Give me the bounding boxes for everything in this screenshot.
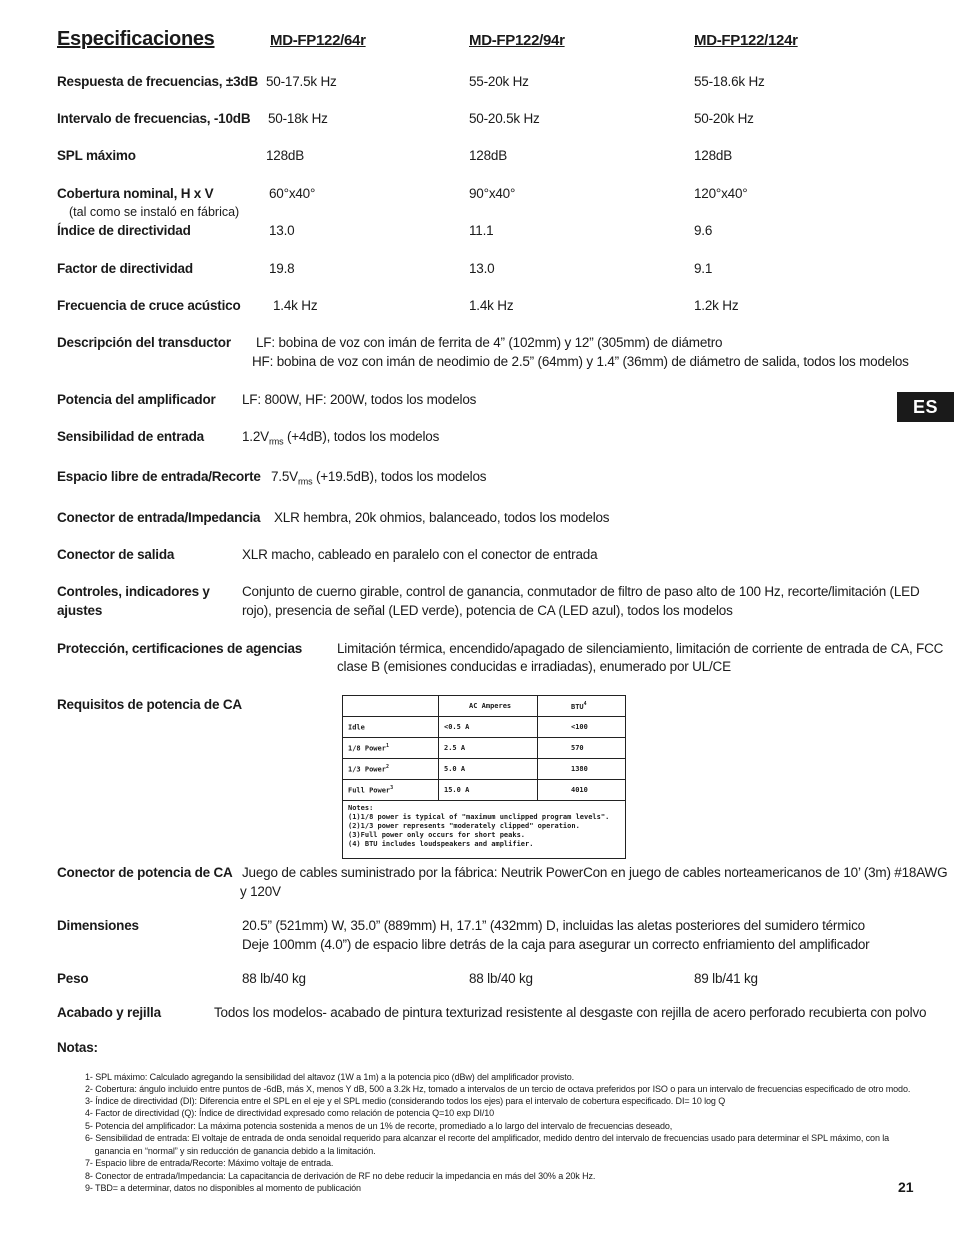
table-cell: <0.5 A — [439, 717, 538, 738]
table-cell: 15.0 A — [439, 780, 538, 801]
spec-value: 20.5” (521mm) W, 35.0” (889mm) H, 17.1” (432mm) D, incluidas las aletas posteriores del sumidero térmico — [242, 918, 865, 933]
ac-power-table — [342, 695, 626, 859]
footnote: 3- Índice de directividad (DI): Diferencia entre el SPL en el eje y el SPL medio (considerando todos los ejes) para el intervalo de cobertura especificado. DI= 10 log Q — [85, 1096, 726, 1106]
table-cell: 1/3 Power$^2$ — [343, 759, 439, 780]
spec-value: $7.5V_{rms}$ (+19.5dB), todos los modelos — [271, 469, 487, 487]
table-cell: 1/8 Power$^1$ — [343, 738, 439, 759]
spec-value: XLR hembra, 20k ohmios, balanceado, todos los modelos — [274, 510, 610, 525]
spec-value: XLR macho, cableado en paralelo con el conector de entrada — [242, 547, 598, 562]
spec-sublabel: (tal como se instaló en fábrica) — [69, 205, 240, 219]
table-cell: 5.0 A — [439, 759, 538, 780]
spec-value: 19.8 — [269, 261, 295, 276]
language-tab-badge: ES — [897, 392, 954, 422]
spec-label-sensibilidad: Sensibilidad de entrada — [57, 429, 204, 444]
spec-value: Juego de cables suministrado por la fábrica: Neutrik PowerCon en juego de cables norteamericanos de 10’ (3m) #18AWG — [242, 865, 948, 880]
spec-value: 128dB — [469, 148, 508, 163]
spec-label-controles: Controles, indicadores y — [57, 584, 210, 599]
spec-value: HF: bobina de voz con imán de neodimio de 2.5” (64mm) y 1.4” (36mm) de diámetro de salida, todos los modelos — [252, 354, 909, 369]
spec-value: 55-20k Hz — [469, 74, 529, 89]
table-notes-row — [343, 801, 626, 859]
model-heading-3: MD-FP122/124r — [694, 32, 798, 49]
footnote: 9- TBD= a determinar, datos no disponibles al momento de publicación — [85, 1183, 361, 1193]
spec-label-factor: Factor de directividad — [57, 261, 193, 276]
spec-label-controles-cont: ajustes — [57, 603, 103, 618]
footnote: 5- Potencia del amplificador: La máxima potencia sostenida a menos de un 1% de recorte, promediado a lo largo del intervalo de frecuencias deseado, — [85, 1121, 673, 1131]
spec-value: rojo), presencia de señal (LED verde), potencia de CA (LED azul), todos los modelos — [242, 603, 733, 618]
spec-value: y 120V — [240, 884, 281, 899]
model-heading-1: MD-FP122/64r — [270, 32, 366, 49]
table-header-cell: BTU$^4$ — [538, 696, 626, 717]
spec-value: 88 lb/40 kg — [242, 971, 306, 986]
footnote: 2- Cobertura: ángulo incluido entre puntos de -6dB, más X, menos Y dB, 500 a 3.2k Hz, tomado a intervalos de un tercio de octava preferidos por ISO o para un intervalo de frecuencias especificado de otro modo. — [85, 1084, 911, 1094]
footnote: 8- Conector de entrada/Impedancia: La capacitancia de derivación de RF no debe reducir la impedancia en más del 30% a 20k Hz. — [85, 1171, 596, 1181]
spec-label-transductor: Descripción del transductor — [57, 335, 231, 350]
spec-value: 88 lb/40 kg — [469, 971, 533, 986]
notes-heading: Notas: — [57, 1040, 98, 1055]
spec-value: 50-17.5k Hz — [266, 74, 337, 89]
footnote: ganancia en “normal” y sin reducción de ganancia debido a la limitación. — [85, 1146, 376, 1156]
spec-label-indice: Índice de directividad — [57, 223, 191, 238]
table-row — [343, 759, 626, 780]
spec-value: 1.2k Hz — [694, 298, 739, 313]
spec-label-acabado: Acabado y rejilla — [57, 1005, 161, 1020]
table-cell: Full Power$^3$ — [343, 780, 439, 801]
spec-label-requisitos: Requisitos de potencia de CA — [57, 697, 242, 712]
table-row — [343, 738, 626, 759]
spec-label-intervalo: Intervalo de frecuencias, -10dB — [57, 111, 251, 126]
spec-value: 60°x40° — [269, 186, 316, 201]
table-cell: 1380 — [538, 759, 626, 780]
spec-label-peso: Peso — [57, 971, 89, 986]
page-title: Especificaciones — [57, 28, 215, 50]
footnote: 6- Sensibilidad de entrada: El voltaje de entrada de onda senoidal requerido para alcanzar el recorte del amplificador, medido dentro del intervalo de frecuencias usado para determinar el SPL máximo, con la — [85, 1133, 890, 1143]
spec-value: 50-20k Hz — [694, 111, 754, 126]
model-heading-2: MD-FP122/94r — [469, 32, 565, 49]
spec-value: 1.4k Hz — [469, 298, 514, 313]
spec-label-conector-salida: Conector de salida — [57, 547, 175, 562]
spec-value: Conjunto de cuerno girable, control de ganancia, conmutador de filtro de paso alto de 100 Hz, recorte/limitación (LED — [242, 584, 920, 599]
spec-value: 9.1 — [694, 261, 713, 276]
table-header-cell: AC Amperes — [439, 696, 538, 717]
spec-label-dimensiones: Dimensiones — [57, 918, 139, 933]
footnote: 1- SPL máximo: Calculado agregando la sensibilidad del altavoz (1W a 1m) a la potencia pico (dBw) del amplificador provisto. — [85, 1072, 575, 1082]
table-header-cell — [343, 696, 439, 717]
spec-label-cruce: Frecuencia de cruce acústico — [57, 298, 241, 313]
spec-value: 11.1 — [469, 223, 494, 238]
table-cell: Idle — [343, 717, 439, 738]
table-header-row — [343, 696, 626, 717]
spec-value: 13.0 — [469, 261, 495, 276]
table-row — [343, 717, 626, 738]
spec-label-respuesta: Respuesta de frecuencias, ±3dB — [57, 74, 258, 89]
spec-value: 128dB — [694, 148, 733, 163]
spec-label-proteccion: Protección, certificaciones de agencias — [57, 641, 303, 656]
spec-value: 50-18k Hz — [268, 111, 328, 126]
spec-value: 9.6 — [694, 223, 713, 238]
spec-value: LF: 800W, HF: 200W, todos los modelos — [242, 392, 477, 407]
page-number: 21 — [898, 1179, 914, 1195]
spec-value: Todos los modelos- acabado de pintura texturizad resistente al desgaste con rejilla de acero perforado recubierta con polvo — [214, 1005, 927, 1020]
footnote: 7- Espacio libre de entrada/Recorte: Máximo voltaje de entrada. — [85, 1158, 334, 1168]
spec-value: 55-18.6k Hz — [694, 74, 765, 89]
spec-value: 1.4k Hz — [273, 298, 318, 313]
spec-value: 90°x40° — [469, 186, 516, 201]
spec-label-conector-entrada: Conector de entrada/Impedancia — [57, 510, 261, 525]
spec-value: Limitación térmica, encendido/apagado de silenciamiento, limitación de corriente de entrada de CA, FCC — [337, 641, 944, 656]
table-cell: 2.5 A — [439, 738, 538, 759]
spec-value: clase B (emisiones conducidas e irradiadas), enumerado por UL/CE — [337, 659, 731, 674]
spec-label-espacio-libre: Espacio libre de entrada/Recorte — [57, 469, 261, 484]
table-cell: 570 — [538, 738, 626, 759]
footnote: 4- Factor de directividad (Q): Índice de directividad expresado como relación de potencia Q=10 exp DI/10 — [85, 1108, 495, 1118]
spec-label-cobertura: Cobertura nominal, H x V — [57, 186, 214, 201]
spec-value: Deje 100mm (4.0”) de espacio libre detrás de la caja para asegurar un correcto enfriamiento del amplificador — [242, 937, 870, 952]
spec-value: 89 lb/41 kg — [694, 971, 758, 986]
spec-value: LF: bobina de voz con imán de ferrita de 4” (102mm) y 12” (305mm) de diámetro — [256, 335, 723, 350]
table-row — [343, 780, 626, 801]
spec-label-spl: SPL máximo — [57, 148, 136, 163]
spec-label-potencia-amplificador: Potencia del amplificador — [57, 392, 216, 407]
spec-value: 120°x40° — [694, 186, 748, 201]
spec-value: 13.0 — [269, 223, 295, 238]
table-cell: <100 — [538, 717, 626, 738]
spec-value: 50-20.5k Hz — [469, 111, 540, 126]
table-cell: 4010 — [538, 780, 626, 801]
spec-value: $1.2V_{rms}$ (+4dB), todos los modelos — [242, 429, 440, 447]
table-notes: Notes: (1)1/8 power is typical of "maximum unclipped program levels". (2)1/3 power represents "moderately clipped" operation. (3)Full power only occurs for short peaks. (4) BTU includes loudspeakers and amplifier. — [343, 801, 626, 859]
spec-value: 128dB — [266, 148, 305, 163]
spec-label-conector-potencia: Conector de potencia de CA — [57, 865, 233, 880]
